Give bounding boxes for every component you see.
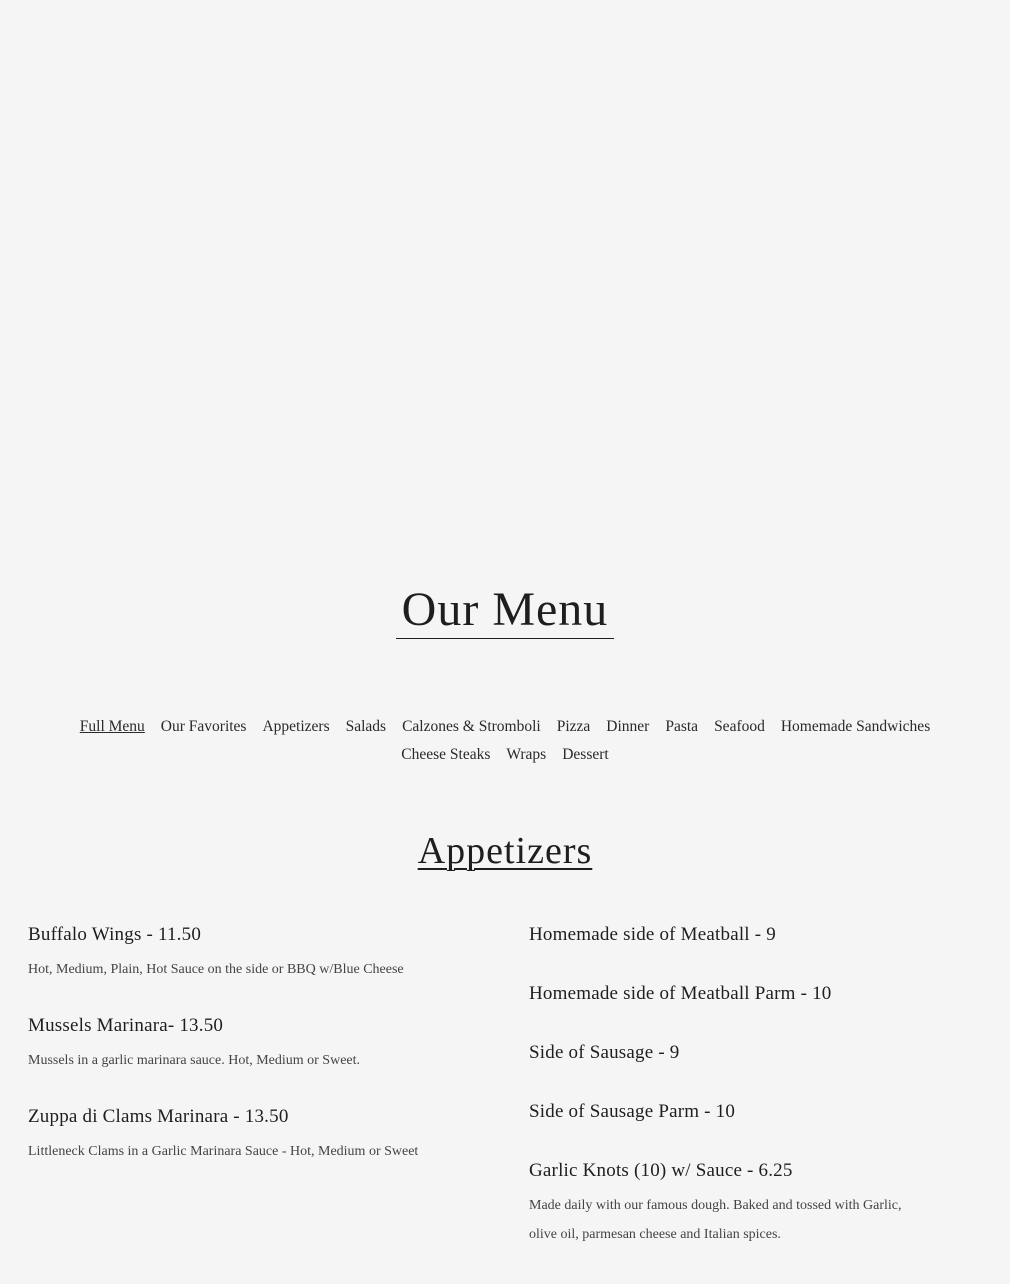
menu-item-name: Zuppa di Clams Marinara - 13.50 bbox=[28, 1106, 289, 1127]
menu-item bbox=[529, 1159, 929, 1249]
nav-item-full-menu[interactable]: Full Menu bbox=[79, 718, 145, 735]
menu-item-name: Buffalo Wings - 11.50 bbox=[28, 924, 202, 945]
menu-column-left bbox=[28, 923, 438, 1196]
menu-header bbox=[0, 580, 1010, 639]
menu-category-nav bbox=[25, 713, 985, 769]
nav-item-pasta[interactable]: Pasta bbox=[665, 718, 699, 735]
nav-item-calzones-stromboli[interactable]: Calzones & Stromboli bbox=[402, 718, 541, 735]
nav-item-appetizers[interactable]: Appetizers bbox=[262, 718, 330, 735]
menu-item-description: Hot, Medium, Plain, Hot Sauce on the side or BBQ w/Blue Cheese bbox=[28, 962, 404, 977]
menu-item-name: Homemade side of Meatball Parm - 10 bbox=[529, 983, 832, 1004]
nav-item-pizza[interactable]: Pizza bbox=[556, 718, 591, 735]
nav-item-our-favorites[interactable]: Our Favorites bbox=[160, 718, 247, 735]
menu-item bbox=[28, 923, 438, 984]
nav-item-dessert[interactable]: Dessert bbox=[562, 746, 609, 763]
menu-item bbox=[529, 1041, 929, 1065]
menu-item bbox=[529, 982, 929, 1006]
nav-item-wraps[interactable]: Wraps bbox=[506, 746, 547, 763]
menu-item bbox=[529, 1100, 929, 1124]
menu-item-name: Mussels Marinara- 13.50 bbox=[28, 1015, 224, 1036]
menu-item bbox=[28, 1014, 438, 1075]
menu-item-name: Garlic Knots (10) w/ Sauce - 6.25 bbox=[529, 1160, 793, 1181]
menu-column-right bbox=[529, 923, 929, 1284]
menu-item-name: Side of Sausage Parm - 10 bbox=[529, 1101, 736, 1122]
menu-item-name: Side of Sausage - 9 bbox=[529, 1042, 680, 1063]
nav-item-cheese-steaks[interactable]: Cheese Steaks bbox=[401, 746, 491, 763]
nav-item-seafood[interactable]: Seafood bbox=[714, 718, 765, 735]
menu-item bbox=[529, 923, 929, 947]
menu-item-description: Mussels in a garlic marinara sauce. Hot, Medium or Sweet. bbox=[28, 1053, 361, 1068]
nav-item-dinner[interactable]: Dinner bbox=[606, 718, 650, 735]
nav-item-homemade-sandwiches[interactable]: Homemade Sandwiches bbox=[780, 718, 931, 735]
menu-item bbox=[28, 1105, 438, 1166]
menu-item-description: Littleneck Clams in a Garlic Marinara Sauce - Hot, Medium or Sweet bbox=[28, 1144, 419, 1159]
section-header bbox=[0, 829, 1010, 873]
section-title: Appetizers bbox=[417, 830, 593, 872]
hero-image-area bbox=[0, 0, 1010, 580]
menu-item-description: Made daily with our famous dough. Baked and tossed with Garlic, olive oil, parmesan cheese and Italian spices. bbox=[529, 1198, 902, 1242]
page-title: Our Menu bbox=[396, 580, 615, 639]
menu-item-name: Homemade side of Meatball - 9 bbox=[529, 924, 776, 945]
nav-item-salads[interactable]: Salads bbox=[345, 718, 387, 735]
